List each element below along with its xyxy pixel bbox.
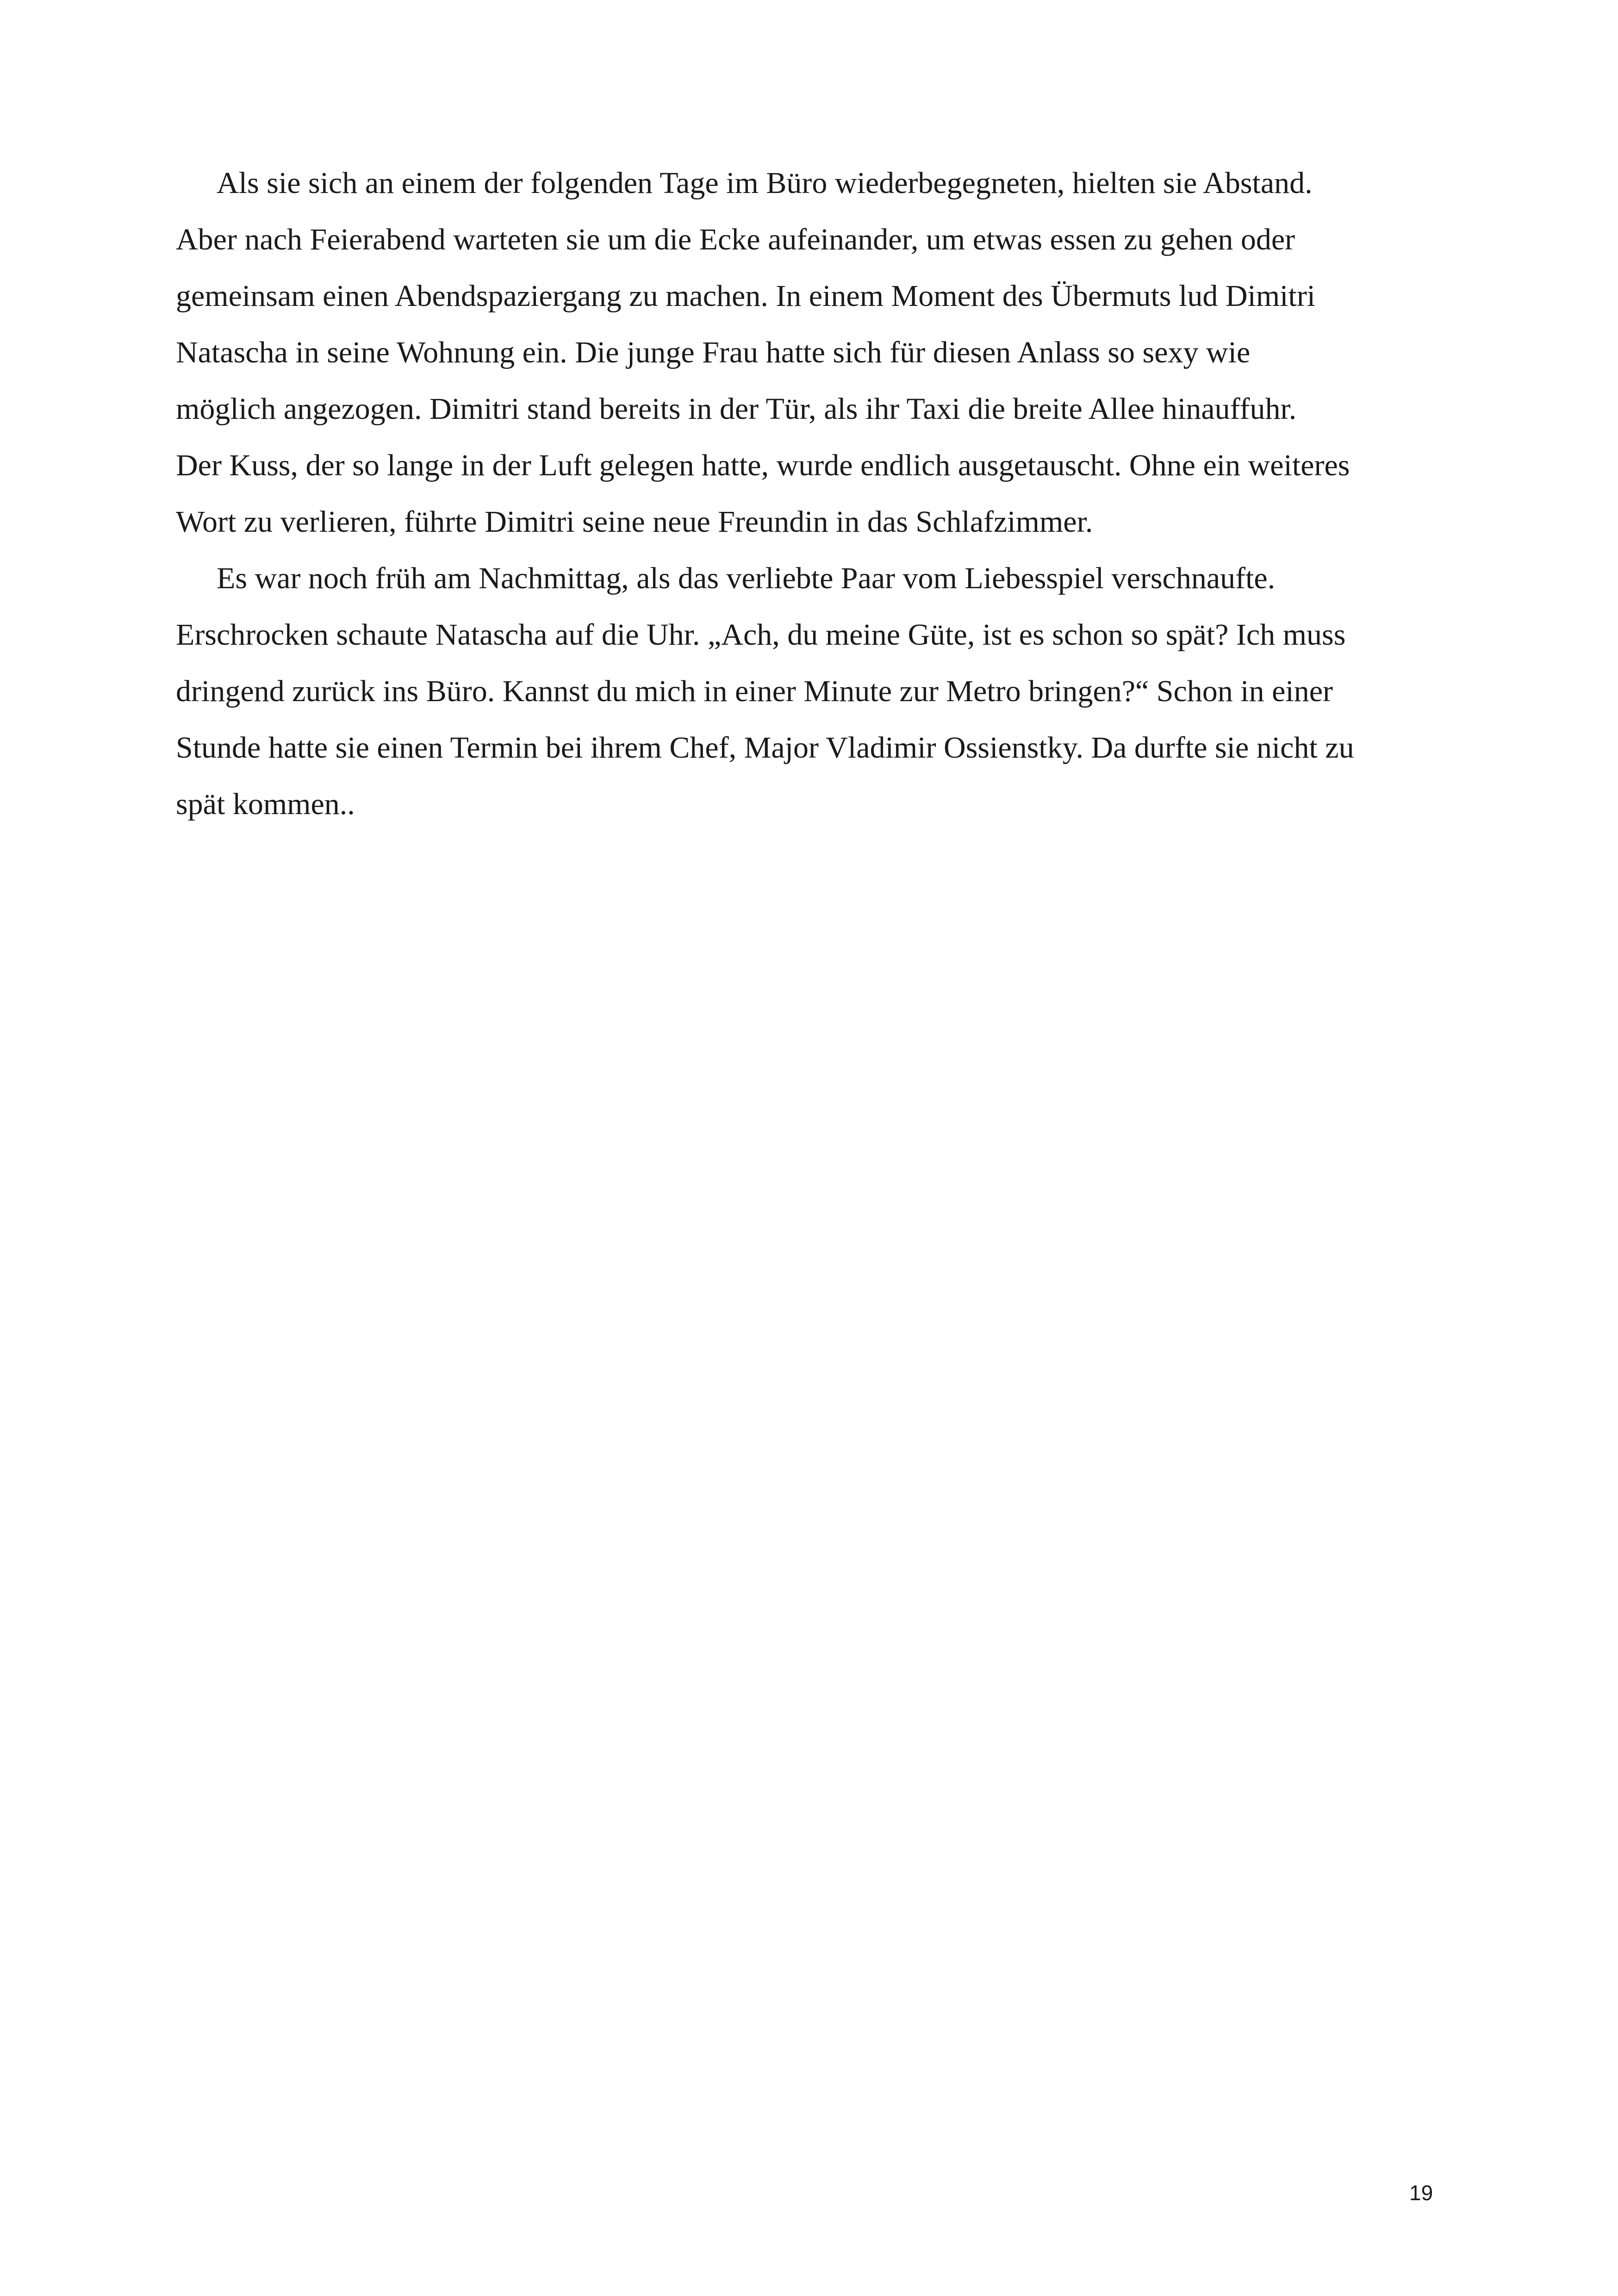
paragraph-2: [176, 550, 1453, 833]
text-line: spät kommen..: [176, 787, 355, 821]
text-line: gemeinsam einen Abendspaziergang zu machen. In einem Moment des Übermuts lud Dimitri: [176, 279, 1316, 313]
text-line: Erschrocken schaute Natascha auf die Uhr. „Ach, du meine Güte, ist es schon so spät? Ich muss: [176, 618, 1346, 652]
text-line: Es war noch früh am Nachmittag, als das verliebte Paar vom Liebesspiel verschnaufte.: [217, 561, 1276, 595]
text-line: Der Kuss, der so lange in der Luft gelegen hatte, wurde endlich ausgetauscht. Ohne ein weiteres: [176, 448, 1350, 482]
text-line: Als sie sich an einem der folgenden Tage im Büro wiederbegegneten, hielten sie Abstand.: [217, 166, 1313, 200]
text-line: Aber nach Feierabend warteten sie um die Ecke aufeinander, um etwas essen zu gehen oder: [176, 223, 1295, 256]
text-line: möglich angezogen. Dimitri stand bereits in der Tür, als ihr Taxi die breite Allee hinauffuhr.: [176, 392, 1297, 426]
text-line: Stunde hatte sie einen Termin bei ihrem Chef, Major Vladimir Ossienstky. Da durfte sie nicht zu: [176, 731, 1354, 765]
text-line: Natascha in seine Wohnung ein. Die junge Frau hatte sich für diesen Anlass so sexy wie: [176, 336, 1251, 369]
page-number: 19: [1409, 2181, 1433, 2205]
text-line: Wort zu verlieren, führte Dimitri seine neue Freundin in das Schlafzimmer.: [176, 505, 1093, 539]
body-text: [176, 155, 1453, 833]
text-line: dringend zurück ins Büro. Kannst du mich in einer Minute zur Metro bringen?“ Schon in einer: [176, 674, 1333, 708]
paragraph-1: [176, 155, 1453, 550]
